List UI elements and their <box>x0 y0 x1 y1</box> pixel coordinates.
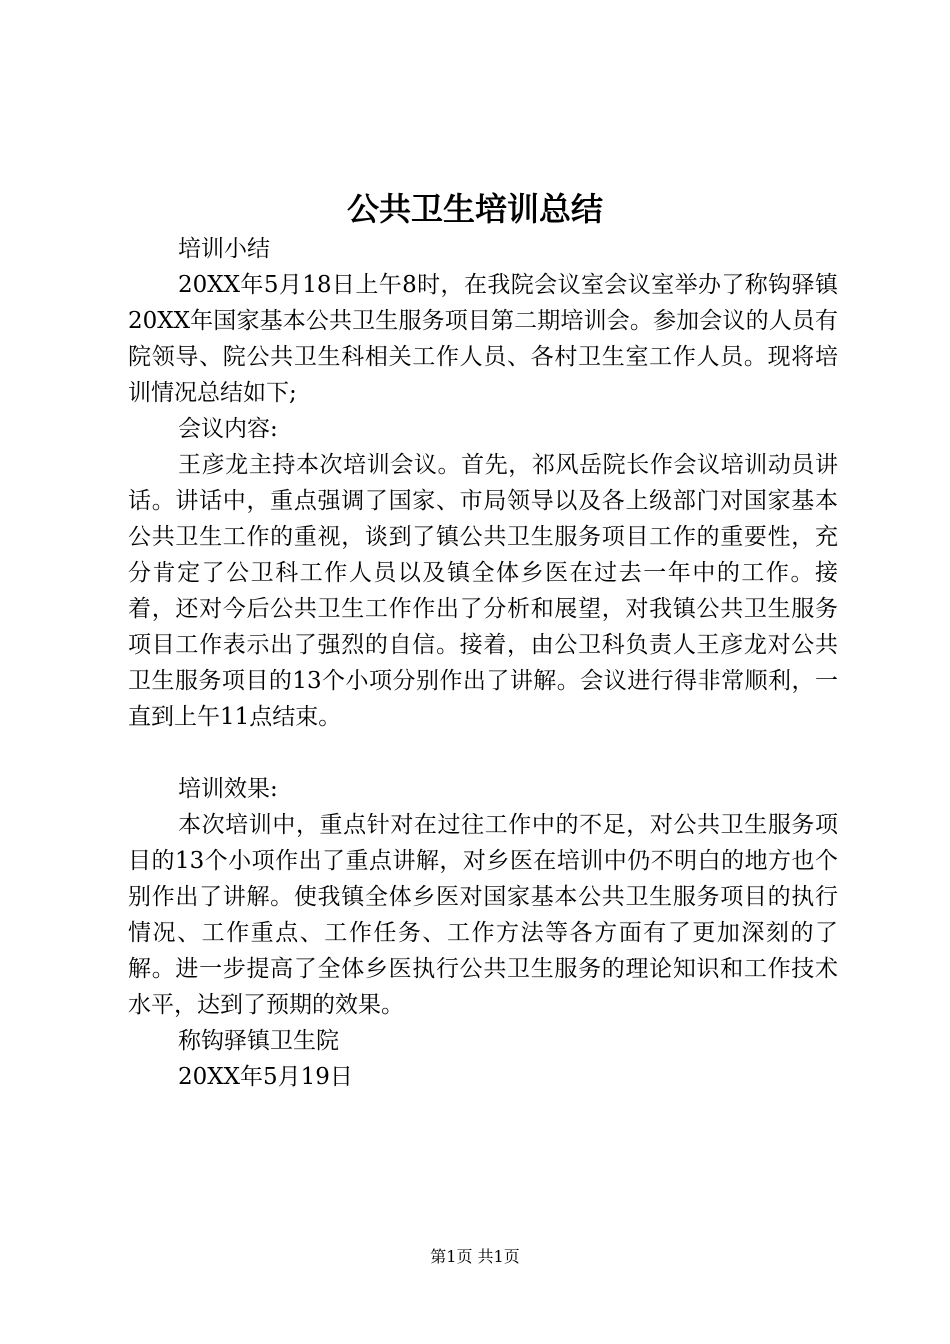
section-heading-summary: 培训小结 <box>178 236 270 262</box>
paragraph-content: 王彦龙主持本次培训会议。首先，祁风岳院长作会议培训动员讲话。讲话中，重点强调了国家、市局领导以及各上级部门对国家基本公共卫生工作的重视，谈到了镇公共卫生服务项目工作的重要性，充分肯定了公卫科工作人员以及镇全体乡医在过去一年中的工作。接着，还对今后公共卫生工作作出了分析和展望，对我镇公共卫生服务项目工作表示出了强烈的自信。接着，由公卫科负责人王彦龙对公共卫生服务项目的13个小项分别作出了讲解。会议进行得非常顺利，一直到上午11点结束。 <box>128 452 838 730</box>
paragraph-intro: 20XX年5月18日上午8时，在我院会议室会议室举办了称钩驿镇20XX年国家基本公共卫生服务项目第二期培训会。参加会议的人员有院领导、院公共卫生科相关工作人员、各村卫生室工作人员。现将培训情况总结如下; <box>128 272 838 406</box>
blank-line <box>128 735 838 771</box>
document-title: 公共卫生培训总结 <box>346 190 603 228</box>
paragraph-effect: 本次培训中，重点针对在过往工作中的不足，对公共卫生服务项目的13个小项作出了重点讲解，对乡医在培训中仍不明白的地方也个别作出了讲解。使我镇全体乡医对国家基本公共卫生服务项目的执行情况、工作重点、工作任务、工作方法等各方面有了更加深刻的了解。进一步提高了全体乡医执行公共卫生服务的理论知识和工作技术水平，达到了预期的效果。 <box>128 812 838 1018</box>
page-footer: 第1页 共1页 <box>430 1247 520 1266</box>
section-heading-effect: 培训效果: <box>178 776 278 802</box>
signature-organization: 称钩驿镇卫生院 <box>178 1028 339 1054</box>
signature-date: 20XX年5月19日 <box>178 1064 353 1090</box>
section-heading-content: 会议内容: <box>178 416 278 442</box>
document-body <box>128 231 838 1095</box>
